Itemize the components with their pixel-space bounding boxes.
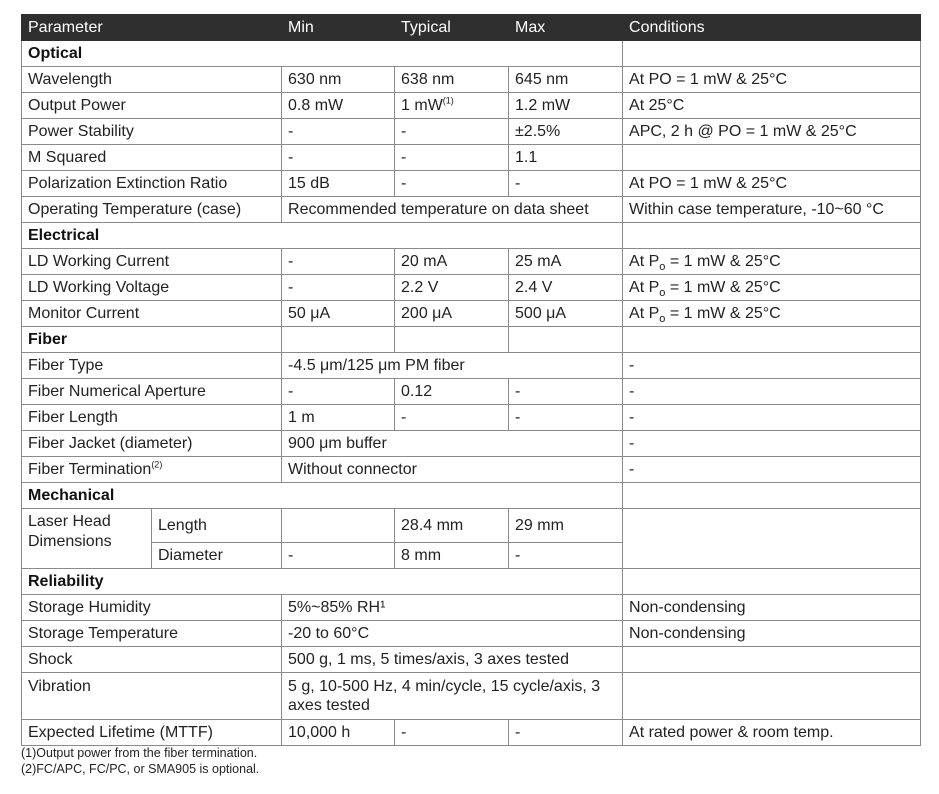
conditions-cell bbox=[623, 647, 921, 673]
typical-cell: 20 mA bbox=[395, 249, 509, 275]
typical-cell: - bbox=[395, 145, 509, 171]
typical-cell: 638 nm bbox=[395, 67, 509, 93]
conditions-cell: APC, 2 h @ PO = 1 mW & 25°C bbox=[623, 119, 921, 145]
section-empty-cell bbox=[623, 223, 921, 249]
table-row bbox=[22, 720, 921, 746]
header-max: Max bbox=[509, 15, 623, 41]
section-empty-cell bbox=[282, 327, 395, 353]
min-cell: - bbox=[282, 249, 395, 275]
conditions-cell bbox=[623, 673, 921, 720]
param-cell: Fiber Length bbox=[22, 405, 282, 431]
max-cell: 500 μA bbox=[509, 301, 623, 327]
table-row bbox=[22, 379, 921, 405]
table-row bbox=[22, 249, 921, 275]
conditions-text: = 1 mW & 25°C bbox=[665, 253, 781, 270]
section-empty-cell bbox=[623, 327, 921, 353]
param-cell: Polarization Extinction Ratio bbox=[22, 171, 282, 197]
typical-cell: 8 mm bbox=[395, 543, 509, 569]
conditions-cell: Within case temperature, -10~60 °C bbox=[623, 197, 921, 223]
max-cell: - bbox=[509, 379, 623, 405]
param-cell: M Squared bbox=[22, 145, 282, 171]
param-cell: Shock bbox=[22, 647, 282, 673]
section-title: Reliability bbox=[22, 569, 623, 595]
spanned-value-cell: 5%~85% RH¹ bbox=[282, 595, 623, 621]
typical-cell: - bbox=[395, 720, 509, 746]
param-cell: Fiber Jacket (diameter) bbox=[22, 431, 282, 457]
typical-cell: 200 μA bbox=[395, 301, 509, 327]
min-cell: - bbox=[282, 275, 395, 301]
max-cell: 2.4 V bbox=[509, 275, 623, 301]
table-row bbox=[22, 405, 921, 431]
table-row bbox=[22, 353, 921, 379]
conditions-subscript: o bbox=[659, 287, 666, 300]
section-title: Electrical bbox=[22, 223, 623, 249]
typical-cell: 0.12 bbox=[395, 379, 509, 405]
spanned-value-cell: Without connector bbox=[282, 457, 623, 483]
max-cell: 1.1 bbox=[509, 145, 623, 171]
conditions-cell: - bbox=[623, 457, 921, 483]
section-row-mechanical bbox=[22, 483, 921, 509]
min-cell: - bbox=[282, 379, 395, 405]
section-row-reliability bbox=[22, 569, 921, 595]
min-cell: 10,000 h bbox=[282, 720, 395, 746]
conditions-cell bbox=[623, 301, 921, 327]
param-text: Fiber Termination bbox=[28, 461, 152, 478]
table-row bbox=[22, 275, 921, 301]
max-cell: - bbox=[509, 720, 623, 746]
param-cell: Storage Humidity bbox=[22, 595, 282, 621]
spanned-value-cell: 5 g, 10-500 Hz, 4 min/cycle, 15 cycle/axis, 3 axes tested bbox=[282, 673, 623, 720]
typical-cell: - bbox=[395, 171, 509, 197]
section-title: Optical bbox=[22, 41, 623, 67]
max-cell: 25 mA bbox=[509, 249, 623, 275]
conditions-text: = 1 mW & 25°C bbox=[665, 279, 781, 296]
sub-param-cell: Diameter bbox=[152, 543, 282, 569]
section-empty-cell bbox=[623, 483, 921, 509]
table-row bbox=[22, 301, 921, 327]
min-cell: 630 nm bbox=[282, 67, 395, 93]
header-conditions: Conditions bbox=[623, 15, 921, 41]
typical-cell: - bbox=[395, 405, 509, 431]
table-row bbox=[22, 197, 921, 223]
table-row bbox=[22, 67, 921, 93]
min-cell: 1 m bbox=[282, 405, 395, 431]
conditions-subscript: o bbox=[659, 261, 666, 274]
typical-cell: 28.4 mm bbox=[395, 509, 509, 543]
section-empty-cell bbox=[623, 569, 921, 595]
param-cell: Operating Temperature (case) bbox=[22, 197, 282, 223]
table-row bbox=[22, 145, 921, 171]
conditions-text: At P bbox=[629, 305, 660, 322]
min-cell bbox=[282, 509, 395, 543]
section-empty-cell bbox=[509, 327, 623, 353]
max-cell: - bbox=[509, 405, 623, 431]
conditions-cell bbox=[623, 275, 921, 301]
section-row-optical bbox=[22, 41, 921, 67]
conditions-cell: At PO = 1 mW & 25°C bbox=[623, 171, 921, 197]
spanned-value-cell: 900 μm buffer bbox=[282, 431, 623, 457]
conditions-cell: At 25°C bbox=[623, 93, 921, 119]
max-cell: 1.2 mW bbox=[509, 93, 623, 119]
min-cell: - bbox=[282, 119, 395, 145]
section-row-electrical bbox=[22, 223, 921, 249]
table-row bbox=[22, 647, 921, 673]
table-row bbox=[22, 509, 921, 543]
footnote-marker: (1) bbox=[442, 95, 454, 106]
max-cell: - bbox=[509, 171, 623, 197]
typical-cell: 2.2 V bbox=[395, 275, 509, 301]
section-row-fiber bbox=[22, 327, 921, 353]
param-cell: Monitor Current bbox=[22, 301, 282, 327]
min-cell: - bbox=[282, 145, 395, 171]
table-row bbox=[22, 457, 921, 483]
param-cell: Output Power bbox=[22, 93, 282, 119]
footnote-1: (1)Output power from the fiber termination. bbox=[21, 746, 258, 760]
param-cell: Wavelength bbox=[22, 67, 282, 93]
spanned-value-cell: -4.5 μm/125 μm PM fiber bbox=[282, 353, 623, 379]
min-cell: 15 dB bbox=[282, 171, 395, 197]
table-header bbox=[22, 15, 921, 41]
conditions-text: At P bbox=[629, 253, 660, 270]
conditions-subscript: o bbox=[659, 313, 666, 326]
conditions-cell: At PO = 1 mW & 25°C bbox=[623, 67, 921, 93]
param-cell: LD Working Voltage bbox=[22, 275, 282, 301]
sub-param-cell: Length bbox=[152, 509, 282, 543]
footnote-2: (2)FC/APC, FC/PC, or SMA905 is optional. bbox=[21, 762, 260, 776]
spanned-value-cell: -20 to 60°C bbox=[282, 621, 623, 647]
param-group-cell: Laser Head Dimensions bbox=[22, 509, 152, 569]
conditions-cell: - bbox=[623, 379, 921, 405]
max-cell: 29 mm bbox=[509, 509, 623, 543]
table-row bbox=[22, 93, 921, 119]
min-cell: 50 μA bbox=[282, 301, 395, 327]
conditions-cell bbox=[623, 509, 921, 569]
param-cell bbox=[22, 457, 282, 483]
footnote-marker: (2) bbox=[151, 459, 163, 470]
spec-table-container bbox=[21, 14, 920, 746]
conditions-cell bbox=[623, 249, 921, 275]
param-cell: Fiber Type bbox=[22, 353, 282, 379]
footnotes bbox=[21, 745, 259, 777]
spec-table bbox=[21, 14, 921, 746]
typical-value: 1 mW bbox=[401, 97, 443, 114]
param-cell: Fiber Numerical Aperture bbox=[22, 379, 282, 405]
conditions-text: = 1 mW & 25°C bbox=[665, 305, 781, 322]
spanned-value-cell: 500 g, 1 ms, 5 times/axis, 3 axes tested bbox=[282, 647, 623, 673]
min-cell: 0.8 mW bbox=[282, 93, 395, 119]
table-row bbox=[22, 595, 921, 621]
conditions-cell: - bbox=[623, 405, 921, 431]
max-cell: - bbox=[509, 543, 623, 569]
table-row bbox=[22, 119, 921, 145]
conditions-cell: - bbox=[623, 353, 921, 379]
conditions-cell: Non-condensing bbox=[623, 621, 921, 647]
table-row bbox=[22, 621, 921, 647]
section-empty-cell bbox=[623, 41, 921, 67]
param-cell: Storage Temperature bbox=[22, 621, 282, 647]
table-row bbox=[22, 171, 921, 197]
typical-cell: - bbox=[395, 119, 509, 145]
typical-cell bbox=[395, 93, 509, 119]
section-title: Mechanical bbox=[22, 483, 623, 509]
conditions-cell: - bbox=[623, 431, 921, 457]
header-typical: Typical bbox=[395, 15, 509, 41]
param-cell: Power Stability bbox=[22, 119, 282, 145]
section-title: Fiber bbox=[22, 327, 282, 353]
param-cell: Expected Lifetime (MTTF) bbox=[22, 720, 282, 746]
table-row bbox=[22, 431, 921, 457]
max-cell: ±2.5% bbox=[509, 119, 623, 145]
conditions-cell bbox=[623, 145, 921, 171]
conditions-text: At P bbox=[629, 279, 660, 296]
param-cell: LD Working Current bbox=[22, 249, 282, 275]
table-row bbox=[22, 673, 921, 720]
max-cell: 645 nm bbox=[509, 67, 623, 93]
header-parameter: Parameter bbox=[22, 15, 282, 41]
conditions-cell: At rated power & room temp. bbox=[623, 720, 921, 746]
spanned-value-cell: Recommended temperature on data sheet bbox=[282, 197, 623, 223]
min-cell: - bbox=[282, 543, 395, 569]
header-min: Min bbox=[282, 15, 395, 41]
param-cell: Vibration bbox=[22, 673, 282, 720]
conditions-cell: Non-condensing bbox=[623, 595, 921, 621]
section-empty-cell bbox=[395, 327, 509, 353]
